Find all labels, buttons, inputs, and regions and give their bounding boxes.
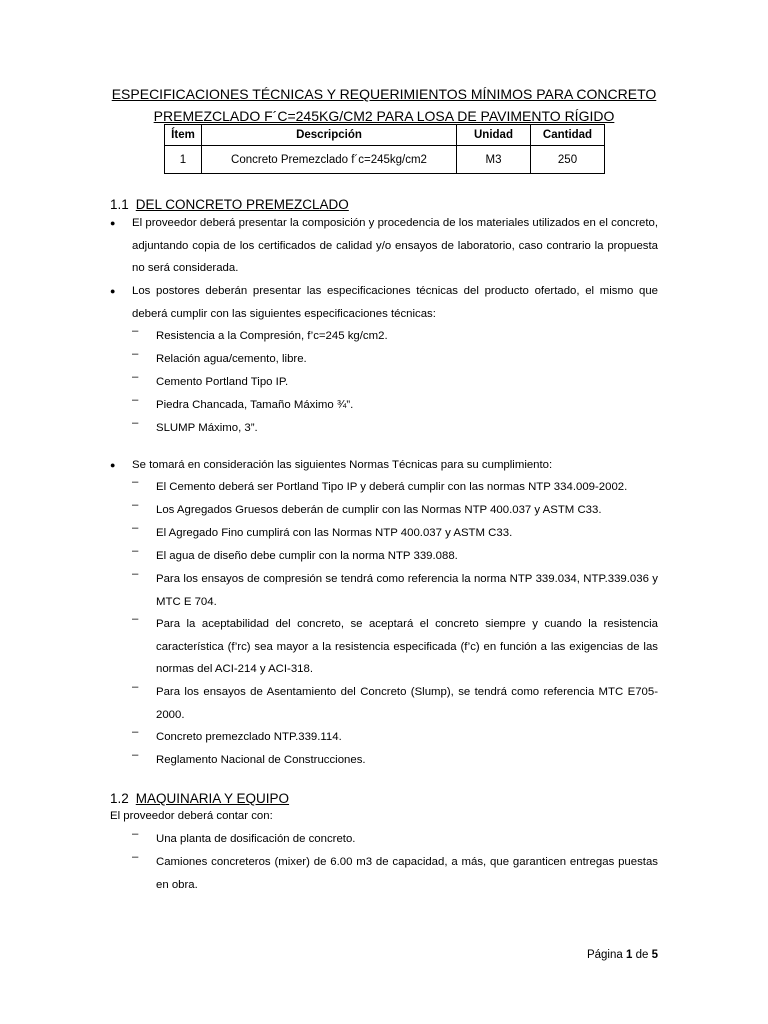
dash-icon: –	[132, 828, 139, 840]
dash-icon: –	[132, 417, 139, 429]
document-title-line-1: ESPECIFICACIONES TÉCNICAS Y REQUERIMIENTOS MÍNIMOS PARA CONCRETO	[111, 86, 657, 102]
page-label: Página	[586, 949, 623, 961]
norm-item: El Agregado Fino cumplirá con las Normas NTP 400.037 y ASTM C33.	[156, 527, 513, 539]
norm-item: El agua de diseño debe cumplir con la norma NTP 339.088.	[156, 550, 458, 562]
norm-item: El Cemento deberá ser Portland Tipo IP y deberá cumplir con las normas NTP 334.009-2002.	[156, 481, 628, 493]
spec-item: Piedra Chancada, Tamaño Máximo ¾”.	[156, 399, 354, 411]
page-total: 5	[651, 949, 658, 961]
dash-icon: –	[132, 851, 139, 863]
bullet-icon: ●	[110, 286, 116, 296]
section-heading-1-1	[110, 197, 349, 212]
norm-item: Concreto premezclado NTP.339.114.	[156, 731, 342, 743]
equipment-item: Una planta de dosificación de concreto.	[156, 833, 356, 845]
norm-item: Para los ensayos de Asentamiento del Concreto (Slump), se tendrá como referencia MTC E705-2000.	[156, 686, 658, 721]
cell-item: 1	[165, 146, 202, 174]
page-current: 1	[625, 949, 633, 961]
bullet-icon: ●	[110, 218, 116, 228]
spec-item: SLUMP Máximo, 3”.	[156, 422, 258, 434]
page-footer	[587, 949, 658, 961]
section-heading-1-2	[110, 791, 289, 806]
norm-item: Reglamento Nacional de Construcciones.	[156, 754, 366, 766]
dash-icon: –	[132, 476, 139, 488]
header-description: Descripción	[202, 125, 457, 146]
paragraph-materials: El proveedor deberá presentar la composición y procedencia de los materiales utilizados en el concreto, adjuntando copia de los certificados de calidad y/o ensayos de laboratorio, caso contrario la propuesta no será considerada.	[132, 217, 658, 274]
dash-icon: –	[132, 545, 139, 557]
bullet-icon: ●	[110, 460, 116, 470]
norm-item: Los Agregados Gruesos deberán de cumplir con las Normas NTP 400.037 y ASTM C33.	[156, 504, 602, 516]
dash-icon: –	[132, 522, 139, 534]
cell-description: Concreto Premezclado f´c=245kg/cm2	[202, 146, 457, 174]
header-unit: Unidad	[457, 125, 531, 146]
dash-icon: –	[132, 499, 139, 511]
header-quantity: Cantidad	[531, 125, 605, 146]
table-row	[165, 146, 605, 174]
item-table	[164, 124, 605, 174]
paragraph-norms: Se tomará en consideración las siguientes Normas Técnicas para su cumplimiento:	[132, 459, 553, 471]
dash-icon: –	[132, 568, 139, 580]
spec-item: Relación agua/cemento, libre.	[156, 353, 307, 365]
section-title: MAQUINARIA Y EQUIPO	[135, 791, 290, 806]
section-number: 1.2	[110, 791, 129, 806]
dash-icon: –	[132, 394, 139, 406]
section-intro: El proveedor deberá contar con:	[110, 810, 273, 822]
spec-item: Cemento Portland Tipo IP.	[156, 376, 289, 388]
section-number: 1.1	[110, 197, 129, 212]
section-title: DEL CONCRETO PREMEZCLADO	[135, 197, 349, 212]
header-item: Ítem	[165, 125, 202, 146]
dash-icon: –	[132, 613, 139, 625]
dash-icon: –	[132, 681, 139, 693]
paragraph-specifications: Los postores deberán presentar las especificaciones técnicas del producto ofertado, el mismo que deberá cumplir con las siguientes especificaciones técnicas:	[132, 285, 658, 320]
table-header-row	[165, 125, 605, 146]
spec-item: Resistencia a la Compresión, f’c=245 kg/cm2.	[156, 330, 388, 342]
norm-item: Para la aceptabilidad del concreto, se aceptará el concreto siempre y cuando la resistencia característica (f’rc) sea mayor a la resistencia especificada (f’c) en función a las exigencias de las normas del ACI-214 y ACI-318.	[156, 618, 658, 675]
dash-icon: –	[132, 749, 139, 761]
document-title-line-2: PREMEZCLADO F´C=245KG/CM2 PARA LOSA DE PAVIMENTO RÍGIDO	[153, 108, 615, 124]
dash-icon: –	[132, 348, 139, 360]
dash-icon: –	[132, 325, 139, 337]
dash-icon: –	[132, 371, 139, 383]
cell-quantity: 250	[531, 146, 605, 174]
norm-item: Para los ensayos de compresión se tendrá como referencia la norma NTP 339.034, NTP.339.036 y MTC E 704.	[156, 573, 658, 608]
equipment-item: Camiones concreteros (mixer) de 6.00 m3 de capacidad, a más, que garanticen entregas puestas en obra.	[156, 856, 658, 891]
dash-icon: –	[132, 726, 139, 738]
cell-unit: M3	[457, 146, 531, 174]
page-of: de	[635, 949, 649, 961]
